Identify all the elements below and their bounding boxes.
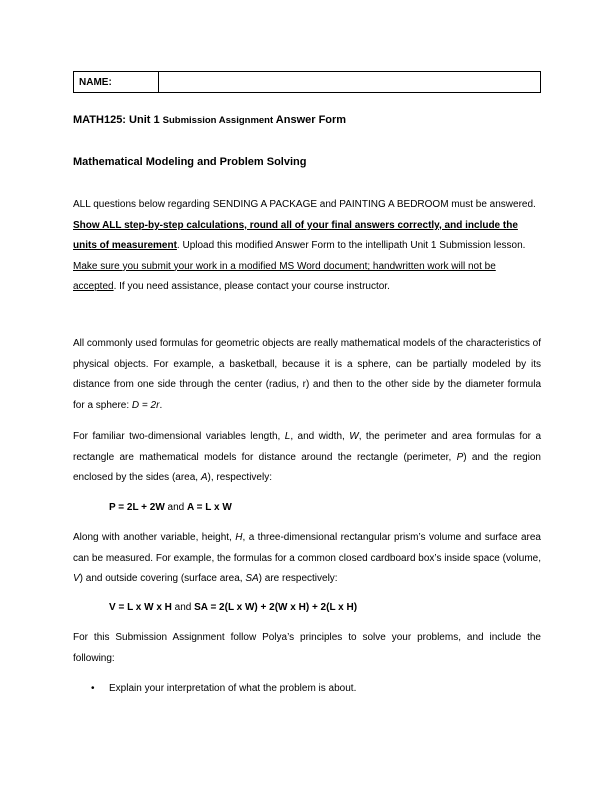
- paragraph-2-text: , and width,: [290, 431, 350, 442]
- variable-p: P: [456, 451, 464, 463]
- instructions-underline-note: Make sure you submit your work in a modified MS Word document; handwritten work will not be accepted: [73, 260, 496, 293]
- formula-surface-area: SA = 2(L x W) + 2(W x H) + 2(L x H): [194, 602, 358, 613]
- formula-and: and: [164, 502, 188, 513]
- instructions-tail: . If you need assistance, please contact your course instructor.: [113, 281, 390, 293]
- document-title: [73, 114, 346, 126]
- paragraph-2-text: , the perimeter and area formulas for a rectangle are mathematical models for distance around the rectangle (perimeter,: [73, 431, 542, 463]
- title-part3: Answer Form: [273, 114, 347, 126]
- variable-v: V: [73, 573, 80, 585]
- paragraph-4: For this Submission Assignment follow Polya’s principles to solve your problems, and include the following:: [73, 632, 541, 664]
- paragraph-2-text: ), respectively:: [207, 472, 272, 484]
- variable-h: H: [235, 532, 243, 543]
- instructions-line1: ALL questions below regarding SENDING A PACKAGE and PAINTING A BEDROOM must be answered.: [73, 199, 536, 210]
- paragraph-3-text: , a three-dimensional rectangular prism’s volume and surface area can be measured. For example, the formulas for a common closed cardboard box’s inside space (volume,: [73, 532, 541, 564]
- variable-sa: SA: [245, 573, 259, 585]
- title-part2: Submission Assignment: [162, 115, 274, 126]
- instructions-paragraph: [73, 195, 541, 298]
- variable-a: A: [200, 472, 208, 484]
- list-item: [91, 683, 356, 694]
- paragraph-1-formula: D = 2r: [131, 399, 160, 411]
- formula-and: and: [171, 602, 195, 613]
- instructions-upload: . Upload this modified Answer Form to the intellipath Unit 1 Submission lesson.: [176, 240, 526, 252]
- name-field[interactable]: [159, 72, 541, 93]
- formula-rectangle: [109, 502, 232, 513]
- formula-perimeter: P = 2L + 2W: [109, 502, 165, 513]
- title-part1: MATH125: Unit 1: [73, 114, 163, 126]
- formula-prism: [109, 602, 357, 613]
- instructions-bold-note: Show ALL step-by-step calculations, round all of your final answers correctly, and include the units of measurement: [73, 219, 518, 252]
- paragraph-1-end: .: [159, 399, 163, 411]
- variable-l: L: [284, 431, 291, 442]
- paragraph-3-text: ) and outside covering (surface area,: [79, 573, 246, 585]
- document-subtitle: Mathematical Modeling and Problem Solving: [73, 156, 307, 168]
- formula-area: A = L x W: [187, 502, 232, 513]
- paragraph-2: [73, 427, 541, 489]
- paragraph-3-text: ) are respectively:: [258, 573, 338, 585]
- paragraph-2-text: For familiar two-dimensional variables length,: [73, 431, 285, 442]
- variable-w: W: [349, 431, 359, 442]
- paragraph-3: [73, 528, 541, 590]
- paragraph-1-text: All commonly used formulas for geometric objects are really mathematical models of the characteristics of physical objects. For example, a basketball, because it is a sphere, can be partially modeled by its distance from one side through the center (radius, r) and then to the other side by the diameter formula for a sphere:: [73, 338, 541, 411]
- list-item-text: Explain your interpretation of what the problem is about.: [109, 683, 357, 694]
- paragraph-3-text: Along with another variable, height,: [73, 532, 236, 543]
- bullet-icon: •: [91, 683, 95, 694]
- paragraph-2-text: ) and the region enclosed by the sides (area,: [73, 451, 541, 484]
- name-label: NAME:: [74, 72, 159, 93]
- name-table: [73, 71, 541, 93]
- paragraph-1: [73, 334, 541, 416]
- formula-volume: V = L x W x H: [109, 602, 172, 613]
